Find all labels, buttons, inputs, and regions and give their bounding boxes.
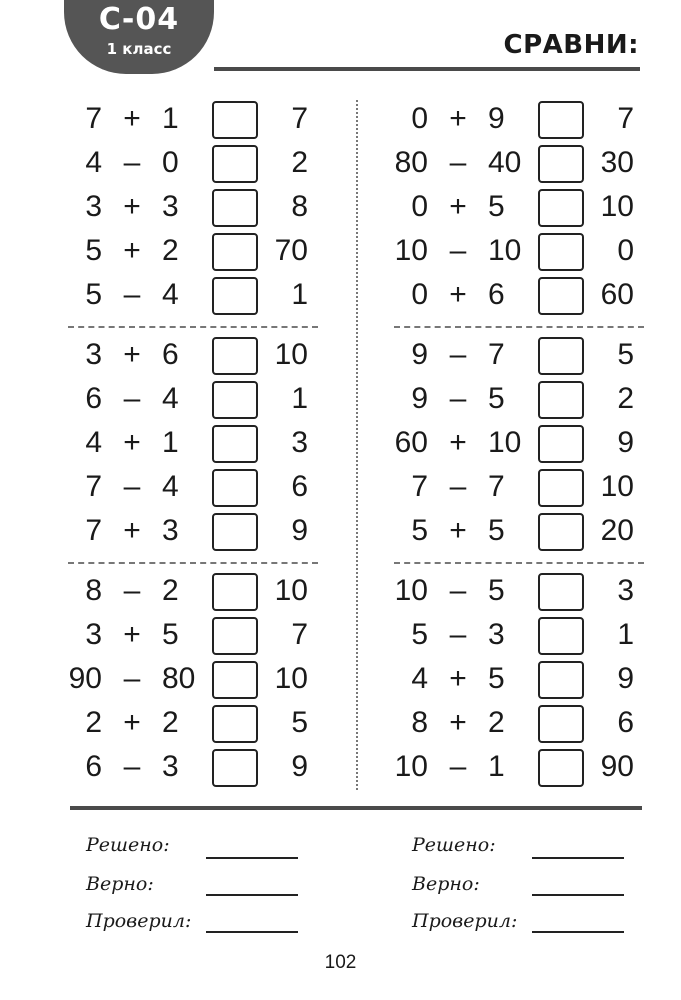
operator: – — [449, 470, 467, 503]
compare-value: 6 — [291, 470, 308, 503]
operator: + — [123, 426, 141, 459]
operand-1: 0 — [411, 190, 428, 223]
operand-1: 6 — [85, 382, 102, 415]
operator: – — [123, 278, 141, 311]
operator: + — [449, 102, 467, 135]
checked-label-right: Проверил: — [412, 910, 518, 932]
operand-2: 9 — [488, 102, 505, 135]
operand-2: 2 — [488, 706, 505, 739]
compare-value: 60 — [600, 278, 634, 311]
operand-1: 7 — [411, 470, 428, 503]
operand-1: 10 — [394, 574, 428, 607]
compare-value: 5 — [617, 338, 634, 371]
operand-2: 5 — [162, 618, 179, 651]
exercise-row — [326, 335, 652, 375]
operator: + — [449, 662, 467, 695]
operator: + — [123, 514, 141, 547]
comparison-answer-box[interactable] — [538, 661, 584, 699]
operand-2: 3 — [162, 750, 179, 783]
correct-label-right: Верно: — [412, 873, 480, 895]
comparison-answer-box[interactable] — [538, 749, 584, 787]
operand-1: 80 — [394, 146, 428, 179]
operand-1: 0 — [411, 102, 428, 135]
comparison-answer-box[interactable] — [538, 425, 584, 463]
comparison-answer-box[interactable] — [538, 189, 584, 227]
operand-1: 0 — [411, 278, 428, 311]
compare-value: 10 — [600, 190, 634, 223]
operand-2: 6 — [488, 278, 505, 311]
operand-2: 3 — [162, 514, 179, 547]
compare-value: 9 — [291, 514, 308, 547]
comparison-answer-box[interactable] — [212, 189, 258, 227]
compare-value: 7 — [291, 102, 308, 135]
comparison-answer-box[interactable] — [538, 233, 584, 271]
operand-2: 1 — [488, 750, 505, 783]
compare-value: 10 — [274, 662, 308, 695]
compare-value: 90 — [600, 750, 634, 783]
compare-value: 2 — [617, 382, 634, 415]
comparison-answer-box[interactable] — [212, 145, 258, 183]
operand-2: 7 — [488, 338, 505, 371]
operand-1: 10 — [394, 234, 428, 267]
exercise-row — [0, 703, 326, 743]
operator: – — [449, 234, 467, 267]
worksheet-code: С-04 — [98, 2, 180, 37]
operator: + — [449, 706, 467, 739]
operand-2: 4 — [162, 470, 179, 503]
operand-2: 3 — [488, 618, 505, 651]
operand-2: 4 — [162, 382, 179, 415]
operand-2: 4 — [162, 278, 179, 311]
compare-value: 7 — [291, 618, 308, 651]
operand-1: 3 — [85, 190, 102, 223]
operand-2: 2 — [162, 574, 179, 607]
comparison-answer-box[interactable] — [212, 101, 258, 139]
operand-1: 6 — [85, 750, 102, 783]
operand-1: 7 — [85, 470, 102, 503]
comparison-answer-box[interactable] — [538, 617, 584, 655]
solved-field[interactable] — [206, 857, 298, 859]
operator: – — [449, 574, 467, 607]
operator: + — [449, 278, 467, 311]
group-divider-left-2 — [68, 562, 318, 564]
comparison-answer-box[interactable] — [212, 337, 258, 375]
operand-1: 7 — [85, 514, 102, 547]
exercise-row — [0, 615, 326, 655]
correct-label: Верно: — [86, 873, 154, 895]
operator: + — [123, 618, 141, 651]
exercise-row — [326, 659, 652, 699]
operand-1: 2 — [85, 706, 102, 739]
exercise-row — [0, 99, 326, 139]
exercise-row — [326, 231, 652, 271]
comparison-answer-box[interactable] — [538, 337, 584, 375]
operator: + — [123, 706, 141, 739]
compare-value: 9 — [617, 426, 634, 459]
operand-2: 1 — [162, 426, 179, 459]
operand-2: 5 — [488, 190, 505, 223]
operator: – — [123, 662, 141, 695]
operand-2: 2 — [162, 706, 179, 739]
operand-1: 5 — [411, 618, 428, 651]
comparison-answer-box[interactable] — [212, 469, 258, 507]
compare-value: 20 — [600, 514, 634, 547]
correct-field[interactable] — [206, 894, 298, 896]
comparison-answer-box[interactable] — [538, 277, 584, 315]
header-rule — [214, 67, 640, 71]
operator: – — [123, 382, 141, 415]
operator: – — [123, 146, 141, 179]
operand-1: 8 — [411, 706, 428, 739]
exercise-row — [326, 615, 652, 655]
operand-2: 40 — [488, 146, 522, 179]
compare-value: 1 — [291, 278, 308, 311]
operand-2: 80 — [162, 662, 196, 695]
exercise-row — [326, 143, 652, 183]
operator: + — [123, 190, 141, 223]
operand-2: 5 — [488, 662, 505, 695]
operand-1: 3 — [85, 338, 102, 371]
operator: – — [449, 338, 467, 371]
operand-2: 5 — [488, 514, 505, 547]
solved-label: Решено: — [86, 834, 170, 856]
operator: – — [449, 146, 467, 179]
compare-value: 5 — [291, 706, 308, 739]
correct-field-right[interactable] — [532, 894, 624, 896]
comparison-answer-box[interactable] — [212, 381, 258, 419]
operand-2: 1 — [162, 102, 179, 135]
operator: + — [123, 102, 141, 135]
operator: – — [123, 750, 141, 783]
comparison-answer-box[interactable] — [212, 277, 258, 315]
operator: – — [449, 618, 467, 651]
operand-1: 5 — [85, 234, 102, 267]
compare-value: 8 — [291, 190, 308, 223]
compare-value: 30 — [600, 146, 634, 179]
group-divider-right-2 — [394, 562, 644, 564]
exercise-row — [0, 511, 326, 551]
operand-1: 9 — [411, 338, 428, 371]
operator: – — [123, 470, 141, 503]
operand-1: 4 — [85, 146, 102, 179]
worksheet-badge — [64, 0, 214, 74]
operand-2: 0 — [162, 146, 179, 179]
operator: + — [123, 338, 141, 371]
operator: + — [449, 514, 467, 547]
operand-2: 5 — [488, 382, 505, 415]
compare-value: 3 — [291, 426, 308, 459]
exercise-row — [0, 747, 326, 787]
operand-2: 3 — [162, 190, 179, 223]
comparison-answer-box[interactable] — [538, 145, 584, 183]
operator: – — [123, 574, 141, 607]
operand-1: 4 — [411, 662, 428, 695]
exercise-row — [326, 747, 652, 787]
exercise-row — [0, 275, 326, 315]
comparison-answer-box[interactable] — [538, 101, 584, 139]
checked-field-right[interactable] — [532, 931, 624, 933]
exercise-row — [0, 571, 326, 611]
compare-value: 70 — [274, 234, 308, 267]
operand-1: 5 — [411, 514, 428, 547]
operand-1: 9 — [411, 382, 428, 415]
exercise-row — [0, 379, 326, 419]
comparison-answer-box[interactable] — [538, 573, 584, 611]
exercise-row — [326, 187, 652, 227]
compare-value: 3 — [617, 574, 634, 607]
comparison-answer-box[interactable] — [212, 233, 258, 271]
operand-1: 90 — [68, 662, 102, 695]
page-title: СРАВНИ: — [503, 30, 639, 60]
exercise-row — [326, 423, 652, 463]
operator: + — [449, 426, 467, 459]
exercise-row — [326, 275, 652, 315]
exercise-row — [0, 143, 326, 183]
group-divider-left-1 — [68, 326, 318, 328]
comparison-answer-box[interactable] — [538, 513, 584, 551]
comparison-answer-box[interactable] — [212, 705, 258, 743]
compare-value: 6 — [617, 706, 634, 739]
group-divider-right-1 — [394, 326, 644, 328]
comparison-answer-box[interactable] — [212, 661, 258, 699]
comparison-answer-box[interactable] — [538, 381, 584, 419]
grade-label: 1 класс — [106, 40, 172, 58]
comparison-answer-box[interactable] — [212, 425, 258, 463]
compare-value: 7 — [617, 102, 634, 135]
comparison-answer-box[interactable] — [212, 749, 258, 787]
compare-value: 9 — [617, 662, 634, 695]
exercise-row — [0, 335, 326, 375]
comparison-answer-box[interactable] — [212, 617, 258, 655]
operand-1: 3 — [85, 618, 102, 651]
exercise-row — [326, 467, 652, 507]
comparison-answer-box[interactable] — [212, 573, 258, 611]
operand-2: 10 — [488, 426, 522, 459]
exercise-row — [326, 379, 652, 419]
page-number: 102 — [324, 952, 357, 973]
operand-2: 10 — [488, 234, 522, 267]
operand-1: 7 — [85, 102, 102, 135]
exercise-row — [326, 703, 652, 743]
compare-value: 10 — [274, 574, 308, 607]
exercise-row — [0, 187, 326, 227]
operator: + — [449, 190, 467, 223]
exercise-row — [0, 231, 326, 271]
operator: – — [449, 382, 467, 415]
compare-value: 10 — [274, 338, 308, 371]
exercise-row — [326, 511, 652, 551]
operand-1: 60 — [394, 426, 428, 459]
operand-1: 5 — [85, 278, 102, 311]
compare-value: 0 — [617, 234, 634, 267]
operator: – — [449, 750, 467, 783]
operand-1: 8 — [85, 574, 102, 607]
footer-rule — [70, 806, 642, 810]
exercise-row — [0, 659, 326, 699]
comparison-answer-box[interactable] — [538, 469, 584, 507]
compare-value: 2 — [291, 146, 308, 179]
operator: + — [123, 234, 141, 267]
operand-1: 10 — [394, 750, 428, 783]
solved-label-right: Решено: — [412, 834, 496, 856]
operand-2: 6 — [162, 338, 179, 371]
compare-value: 10 — [600, 470, 634, 503]
compare-value: 1 — [617, 618, 634, 651]
checked-label: Проверил: — [86, 910, 192, 932]
operand-2: 5 — [488, 574, 505, 607]
checked-field[interactable] — [206, 931, 298, 933]
operand-2: 2 — [162, 234, 179, 267]
operand-1: 4 — [85, 426, 102, 459]
comparison-answer-box[interactable] — [538, 705, 584, 743]
exercise-row — [0, 467, 326, 507]
solved-field-right[interactable] — [532, 857, 624, 859]
operand-2: 7 — [488, 470, 505, 503]
exercise-row — [326, 99, 652, 139]
exercise-row — [326, 571, 652, 611]
comparison-answer-box[interactable] — [212, 513, 258, 551]
exercise-row — [0, 423, 326, 463]
compare-value: 9 — [291, 750, 308, 783]
compare-value: 1 — [291, 382, 308, 415]
